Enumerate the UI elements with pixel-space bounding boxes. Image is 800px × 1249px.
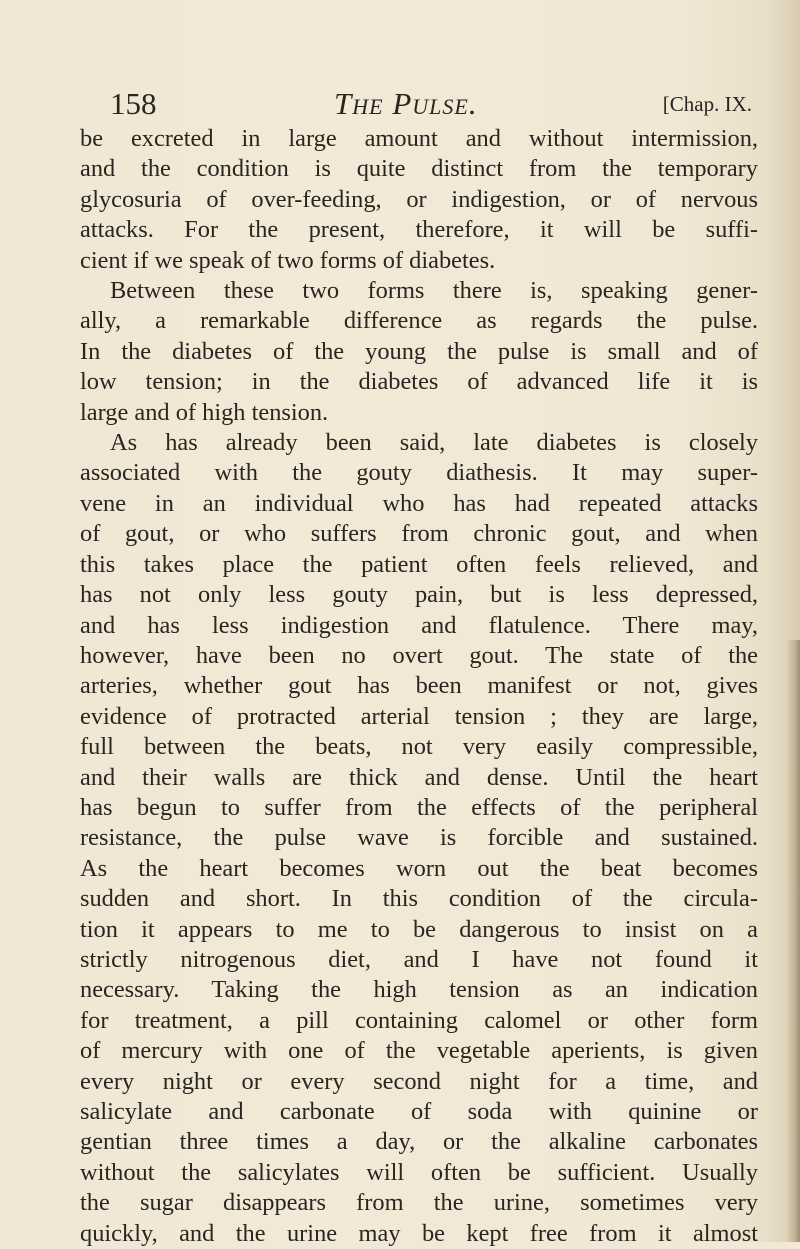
text-line: of gout, or who suffers from chronic gout, and when [80, 520, 758, 548]
text-line: quickly, and the urine may be kept free from it almost [80, 1219, 758, 1247]
text-line: and the condition is quite distinct from the temporary [80, 155, 758, 183]
text-line: full between the beats, not very easily compressible, [80, 733, 758, 761]
text-line: As the heart becomes worn out the beat becomes [80, 854, 758, 882]
text-line: evidence of protracted arterial tension ; they are large, [80, 702, 758, 730]
text-line: and has less indigestion and flatulence. There may, [80, 611, 758, 639]
text-line: of mercury with one of the vegetable aperients, is given [80, 1037, 758, 1065]
chapter-label: [Chap. IX. [662, 92, 752, 116]
page-number: 158 [110, 86, 157, 121]
text-line: however, have been no overt gout. The state of the [80, 641, 758, 669]
text-line: associated with the gouty diathesis. It may super- [80, 459, 758, 487]
text-line: has begun to suffer from the effects of the peripheral [80, 793, 758, 821]
text-line: every night or every second night for a time, and [80, 1067, 758, 1095]
text-line: glycosuria of over-feeding, or indigestion, or of nervous [80, 185, 758, 213]
text-line: sudden and short. In this condition of the circula- [80, 885, 758, 913]
text-line: Between these two forms there is, speaking gener- [110, 277, 758, 305]
page-edge-shadow [786, 640, 800, 1242]
text-line: tion it appears to me to be dangerous to insist on a [80, 915, 758, 943]
text-line: cient if we speak of two forms of diabetes. [80, 246, 496, 274]
text-line: for treatment, a pill containing calomel or other form [80, 1006, 758, 1034]
text-line: ally, a remarkable difference as regards the pulse. [80, 307, 758, 335]
text-line: be excreted in large amount and without intermission, [80, 125, 758, 152]
text-line: and their walls are thick and dense. Until the heart [80, 763, 758, 791]
text-line: low tension; in the diabetes of advanced life it is [80, 368, 758, 396]
text-line: the sugar disappears from the urine, sometimes very [80, 1189, 758, 1217]
text-line: As has already been said, late diabetes is closely [110, 429, 758, 457]
text-line: resistance, the pulse wave is forcible and sustained. [80, 824, 758, 852]
text-line: without the salicylates will often be sufficient. Usually [80, 1158, 758, 1186]
running-title: The Pulse. [334, 86, 478, 121]
text-line: this takes place the patient often feels relieved, and [80, 550, 758, 578]
text-line: large and of high tension. [80, 398, 329, 426]
text-line: gentian three times a day, or the alkaline carbonates [80, 1128, 758, 1156]
text-line: necessary. Taking the high tension as an indication [80, 976, 758, 1004]
text-line: has not only less gouty pain, but is less depressed, [80, 581, 758, 609]
text-line: vene in an individual who has had repeated attacks [80, 489, 758, 517]
text-line: salicylate and carbonate of soda with quinine or [80, 1098, 758, 1125]
text-line: attacks. For the present, therefore, it will be suffi- [80, 216, 758, 244]
text-line: strictly nitrogenous diet, and I have not found it [80, 945, 758, 973]
text-line: In the diabetes of the young the pulse is small and of [80, 337, 758, 365]
body-text [80, 124, 758, 1249]
text-line: arteries, whether gout has been manifest or not, gives [80, 672, 758, 700]
